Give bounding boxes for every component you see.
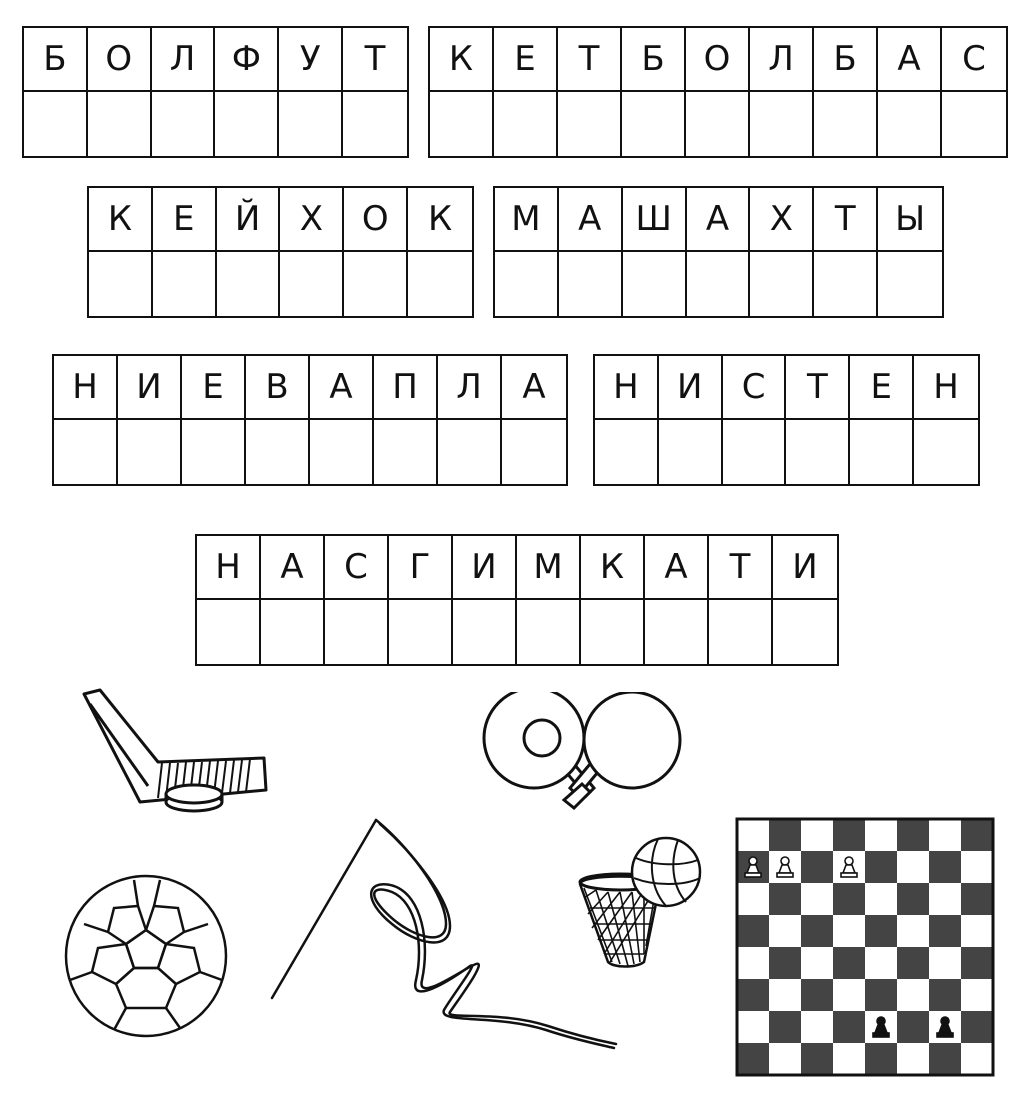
chess-square [737,915,769,947]
chess-square [737,819,769,851]
chess-square [961,819,993,851]
chess-square [961,915,993,947]
answer-cell[interactable] [494,92,558,156]
chess-square [897,1011,929,1043]
answer-cell[interactable] [773,600,837,664]
letter-cell: А [878,28,942,92]
answer-cell[interactable] [24,92,88,156]
answer-cell[interactable] [581,600,645,664]
chess-square [929,979,961,1011]
chess-square [769,819,801,851]
letter-cell: Т [343,28,407,92]
letter-cell: У [279,28,343,92]
letter-cell: Е [153,188,217,252]
chess-square [929,1043,961,1075]
letter-cell: Т [709,536,773,600]
chess-square [865,1043,897,1075]
answer-cell[interactable] [279,92,343,156]
letter-cell: Т [786,356,850,420]
letter-cell: Н [595,356,659,420]
answer-cell[interactable] [850,420,914,484]
chess-square [769,1011,801,1043]
word-grid-1 [22,26,409,158]
answer-cell[interactable] [343,92,407,156]
chess-square [961,1011,993,1043]
chess-square [801,1011,833,1043]
answer-cell[interactable] [686,92,750,156]
answer-cell[interactable] [687,252,751,316]
letter-cell: А [559,188,623,252]
letter-cell: Т [814,188,878,252]
letter-cell: В [246,356,310,420]
answer-cell[interactable] [878,252,942,316]
letter-cell: М [495,188,559,252]
chess-square [865,947,897,979]
letter-cell: О [686,28,750,92]
chess-square [801,851,833,883]
answer-cell[interactable] [623,252,687,316]
answer-cell[interactable] [89,252,153,316]
chess-square [929,819,961,851]
answer-cell[interactable] [723,420,787,484]
letter-cell: Л [438,356,502,420]
word-grid-3 [87,186,474,318]
chess-square [929,915,961,947]
chess-square [801,979,833,1011]
answer-cell[interactable] [374,420,438,484]
letter-cell: Е [182,356,246,420]
letter-cell: М [517,536,581,600]
answer-cell[interactable] [709,600,773,664]
letter-cell: П [374,356,438,420]
letter-cell: Н [54,356,118,420]
chess-square [737,947,769,979]
answer-cell[interactable] [786,420,850,484]
letter-cell: О [88,28,152,92]
word-grid-5 [52,354,568,486]
chess-square [737,1011,769,1043]
gymnastics-ribbon-icon [266,814,622,1060]
letter-cell: Ш [623,188,687,252]
letter-cell: Б [814,28,878,92]
chess-square [929,851,961,883]
answer-cell[interactable] [54,420,118,484]
chess-square [833,1043,865,1075]
chess-square [769,1043,801,1075]
letter-cell: И [453,536,517,600]
letter-cell: А [645,536,709,600]
chess-square [897,883,929,915]
answer-cell[interactable] [325,600,389,664]
answer-cell[interactable] [261,600,325,664]
letter-cell: С [325,536,389,600]
answer-cell[interactable] [517,600,581,664]
letter-cell: Й [217,188,281,252]
answer-cell[interactable] [814,252,878,316]
answer-cell[interactable] [559,252,623,316]
letter-cell: Ы [878,188,942,252]
soccer-ball-icon [62,872,230,1040]
letter-cell: С [942,28,1006,92]
table-tennis-rackets-icon [478,692,690,818]
letter-cell: К [581,536,645,600]
letter-cell: Ф [215,28,279,92]
chess-square [801,883,833,915]
chess-square [801,915,833,947]
chess-square [897,915,929,947]
letter-cell: Е [850,356,914,420]
answer-cell[interactable] [595,420,659,484]
answer-cell[interactable] [88,92,152,156]
chess-square [865,819,897,851]
hockey-stick-icon [78,686,278,816]
letter-cell: К [430,28,494,92]
chess-square [961,851,993,883]
chess-square [897,1043,929,1075]
answer-cell[interactable] [659,420,723,484]
answer-cell[interactable] [622,92,686,156]
chess-square [801,947,833,979]
answer-cell[interactable] [344,252,408,316]
letter-cell: Х [750,188,814,252]
chessboard-icon [734,816,996,1078]
chess-square [929,947,961,979]
answer-cell[interactable] [914,420,978,484]
chess-square [961,883,993,915]
chess-square [737,1043,769,1075]
letter-cell: Г [389,536,453,600]
answer-cell[interactable] [246,420,310,484]
letter-cell: А [261,536,325,600]
chess-square [737,883,769,915]
answer-cell[interactable] [153,252,217,316]
answer-cell[interactable] [182,420,246,484]
answer-cell[interactable] [389,600,453,664]
chess-square [865,883,897,915]
chess-square [897,819,929,851]
answer-cell[interactable] [942,92,1006,156]
answer-cell[interactable] [430,92,494,156]
answer-cell[interactable] [408,252,472,316]
chess-square [865,851,897,883]
answer-cell[interactable] [814,92,878,156]
letter-cell: Л [152,28,216,92]
letter-cell: Т [558,28,622,92]
chess-square [769,947,801,979]
chess-square [865,915,897,947]
chess-square [833,1011,865,1043]
word-grid-2 [428,26,1008,158]
answer-cell[interactable] [645,600,709,664]
letter-cell: К [89,188,153,252]
chess-square [801,819,833,851]
chess-square [961,1043,993,1075]
answer-cell[interactable] [197,600,261,664]
letter-cell: Б [622,28,686,92]
answer-cell[interactable] [750,92,814,156]
chess-square [769,979,801,1011]
answer-cell[interactable] [750,252,814,316]
answer-cell[interactable] [558,92,622,156]
letter-cell: И [118,356,182,420]
chess-square [897,851,929,883]
chess-square [769,883,801,915]
letter-cell: Л [750,28,814,92]
answer-cell[interactable] [453,600,517,664]
answer-cell[interactable] [310,420,374,484]
basketball-hoop-icon [574,836,706,972]
chess-square [833,915,865,947]
letter-cell: О [344,188,408,252]
answer-cell[interactable] [878,92,942,156]
answer-cell[interactable] [118,420,182,484]
chess-square [897,979,929,1011]
chess-square [801,1043,833,1075]
chess-square [833,979,865,1011]
letter-cell: Х [280,188,344,252]
answer-cell[interactable] [217,252,281,316]
letter-cell: Н [914,356,978,420]
letter-cell: Н [197,536,261,600]
chess-square [833,947,865,979]
answer-cell[interactable] [152,92,216,156]
chess-square [929,883,961,915]
letter-cell: К [408,188,472,252]
chess-square [865,979,897,1011]
letter-cell: И [659,356,723,420]
word-grid-7 [195,534,839,666]
answer-cell[interactable] [215,92,279,156]
chess-square [897,947,929,979]
answer-cell[interactable] [495,252,559,316]
chess-square [833,819,865,851]
chess-square [961,947,993,979]
answer-cell[interactable] [438,420,502,484]
chess-square [737,979,769,1011]
letter-cell: А [310,356,374,420]
word-grid-6 [593,354,980,486]
chess-square [833,883,865,915]
letter-cell: А [502,356,566,420]
letter-cell: А [687,188,751,252]
chess-square [961,979,993,1011]
letter-cell: Е [494,28,558,92]
letter-cell: И [773,536,837,600]
word-grid-4 [493,186,944,318]
chess-square [769,915,801,947]
letter-cell: С [723,356,787,420]
answer-cell[interactable] [280,252,344,316]
answer-cell[interactable] [502,420,566,484]
letter-cell: Б [24,28,88,92]
